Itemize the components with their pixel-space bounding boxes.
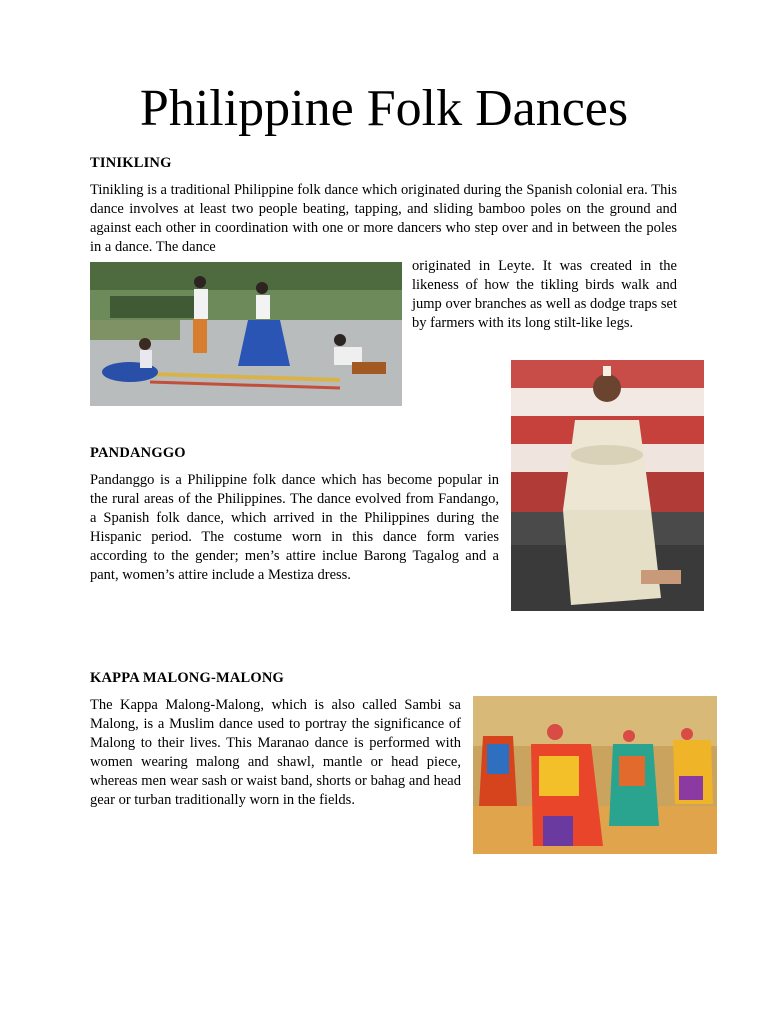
- tinikling-photo: [90, 262, 402, 406]
- section-heading-tinikling: TINIKLING: [90, 155, 172, 171]
- pandanggo-paragraph: Pandanggo is a Philippine folk dance which has become popular in the rural areas of the Philippines. The dance evolved from Fandango, a Spanish folk dance, which arrived in the Philippines during the Hispanic period. The costume worn in this dance form varies according to the gender; men’s attire inclue Barong Tagalog and a pant, women’s attire include a Mestiza dress.: [90, 472, 499, 583]
- pandanggo-photo: [511, 360, 704, 611]
- section-heading-kappa-malong-malong: KAPPA MALONG-MALONG: [90, 670, 285, 686]
- kappa-malong-malong-photo: [473, 696, 717, 854]
- section-heading-pandanggo: PANDANGGO: [90, 445, 186, 461]
- kappa-malong-malong-paragraph: The Kappa Malong-Malong, which is also called Sambi sa Malong, is a Muslim dance used to portray the significance of Malong to their lives. This Maranao dance is performed with women wearing malong and shawl, mantle or head piece, whereas men wear sash or waist band, shorts or bahag and head gear or turban traditionally worn in the fields.: [90, 697, 461, 808]
- page-title: Philippine Folk Dances: [139, 79, 629, 137]
- tinikling-paragraph-top: Tinikling is a traditional Philippine folk dance which originated during the Spanish colonial era. This dance involves at least two people beating, tapping, and sliding bamboo poles on the ground and against each other in coordination with one or more dancers who step over and in between the poles in a dance. The dance: [90, 182, 677, 255]
- tinikling-paragraph-wrap: originated in Leyte. It was created in the likeness of how the tikling birds walk and jump over branches as well as dodge traps set by farmers with its long stilt-like legs.: [412, 258, 677, 331]
